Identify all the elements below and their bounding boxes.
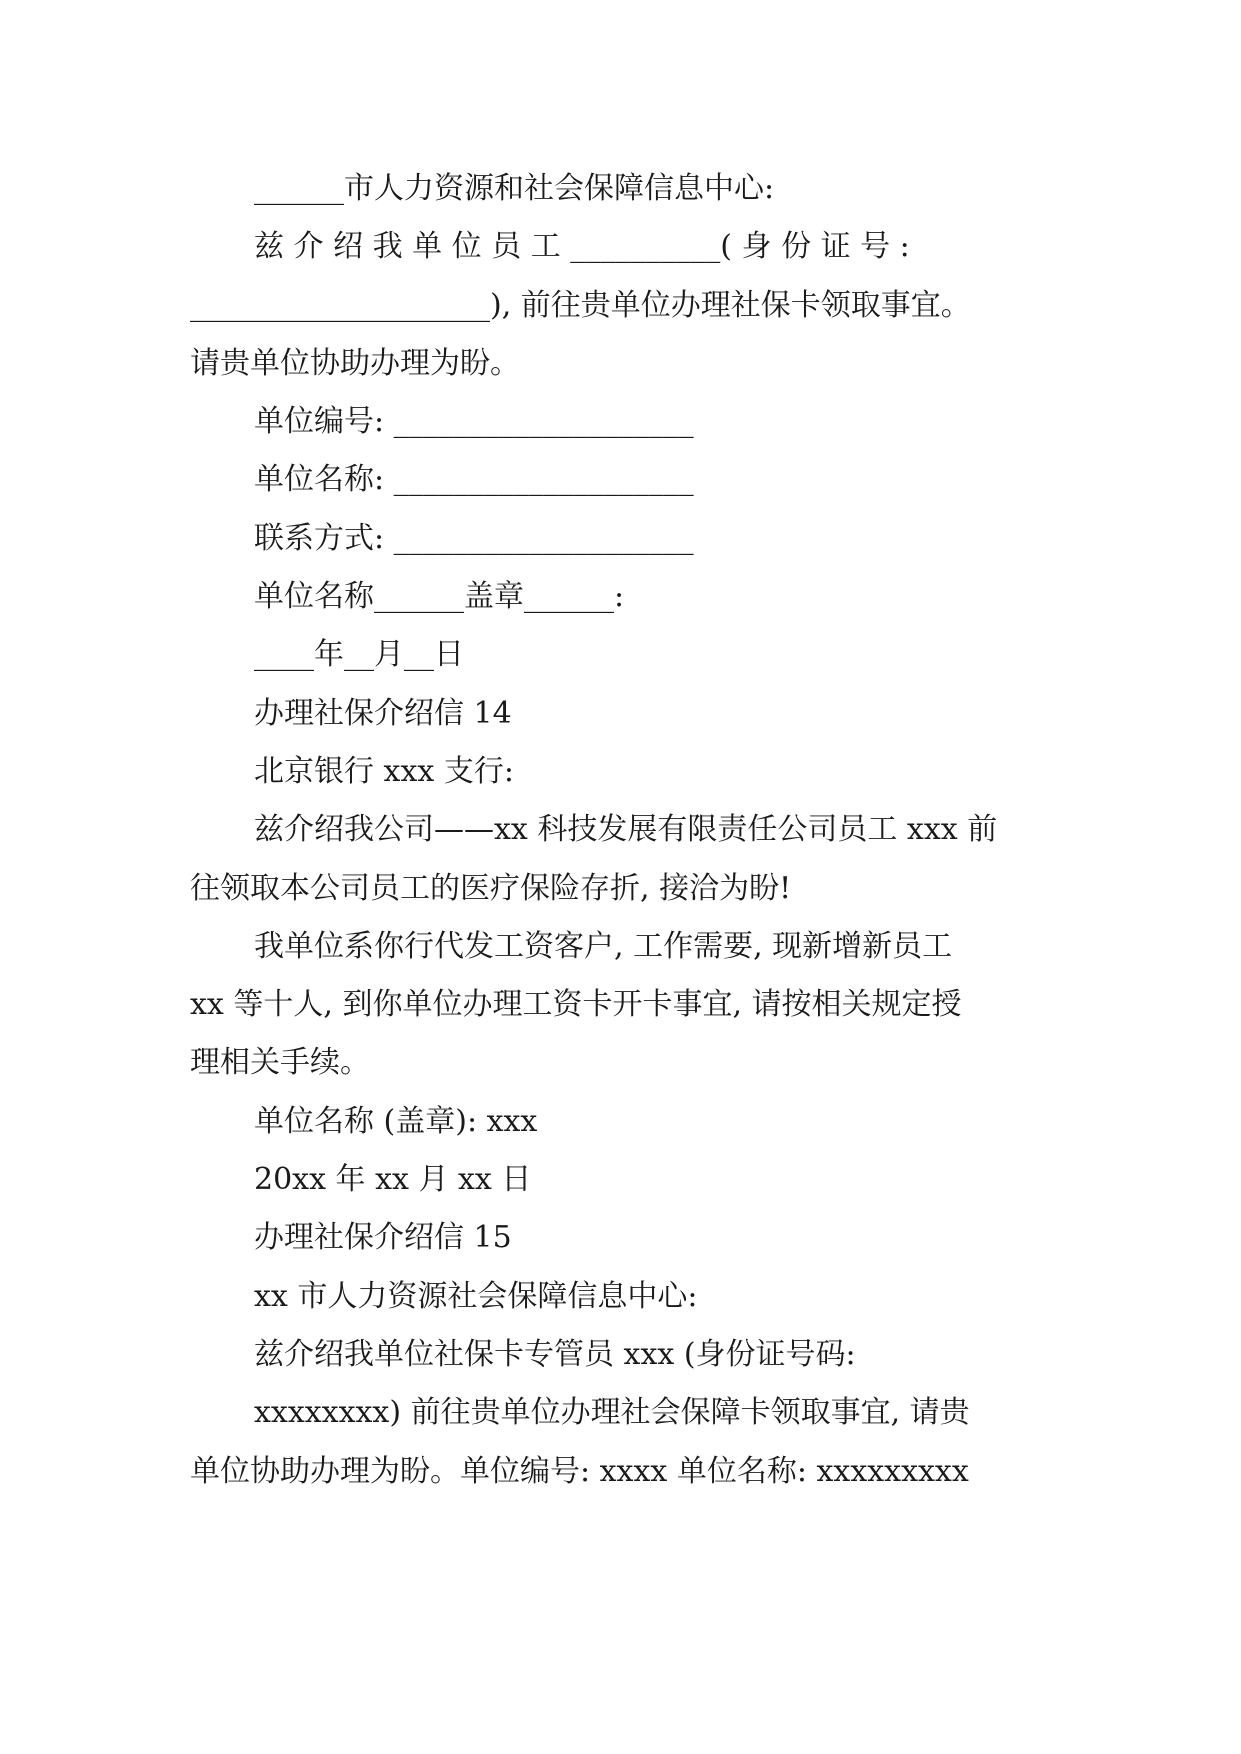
letter15-para1-line2: xxxxxxxx) 前往贵单位办理社会保障卡领取事宜, 请贵: [254, 1395, 970, 1431]
letter1-unit-name: 单位名称: ____________________: [254, 462, 694, 498]
document-body: [190, 160, 1070, 1501]
letter1-intro-line3: 请贵单位协助办理为盼。: [190, 345, 520, 381]
letter14-heading: 办理社保介绍信 14: [254, 695, 512, 731]
letter14-para2-line1: 我单位系你行代发工资客户, 工作需要, 现新增新员工: [254, 928, 953, 964]
letter1-contact: 联系方式: ____________________: [254, 520, 694, 556]
letter14-seal: 单位名称 (盖章): xxx: [254, 1103, 538, 1139]
letter1-intro-line1: 兹 介 绍 我 单 位 员 工 __________( 身 份 证 号 :: [254, 229, 910, 265]
letter1-salutation: ______市人力资源和社会保障信息中心:: [254, 171, 775, 206]
letter15-recipient: xx 市人力资源社会保障信息中心:: [254, 1278, 698, 1314]
letter15-para1-line1: 兹介绍我单位社保卡专管员 xxx (身份证号码:: [254, 1336, 856, 1372]
letter1-unit-code: 单位编号: ____________________: [254, 404, 694, 440]
letter14-para1-line1: 兹介绍我公司——xx 科技发展有限责任公司员工 xxx 前: [254, 812, 998, 848]
letter14-para2-line3: 理相关手续。: [190, 1045, 370, 1081]
letter14-para1-line2: 往领取本公司员工的医疗保险存折, 接洽为盼!: [190, 870, 792, 906]
letter14-recipient: 北京银行 xxx 支行:: [254, 753, 514, 789]
letter14-date: 20xx 年 xx 月 xx 日: [254, 1162, 532, 1198]
letter1-seal: 单位名称______盖章______:: [254, 579, 625, 615]
letter1-intro-line2: ____________________), 前往贵单位办理社保卡领取事宜。: [190, 287, 971, 323]
letter15-para1-line3: 单位协助办理为盼。单位编号: xxxx 单位名称: xxxxxxxxx: [190, 1453, 969, 1489]
letter15-heading: 办理社保介绍信 15: [254, 1220, 512, 1256]
letter14-para2-line2: xx 等十人, 到你单位办理工资卡开卡事宜, 请按相关规定授: [190, 987, 962, 1023]
letter1-date: ____年__月__日: [254, 637, 464, 673]
